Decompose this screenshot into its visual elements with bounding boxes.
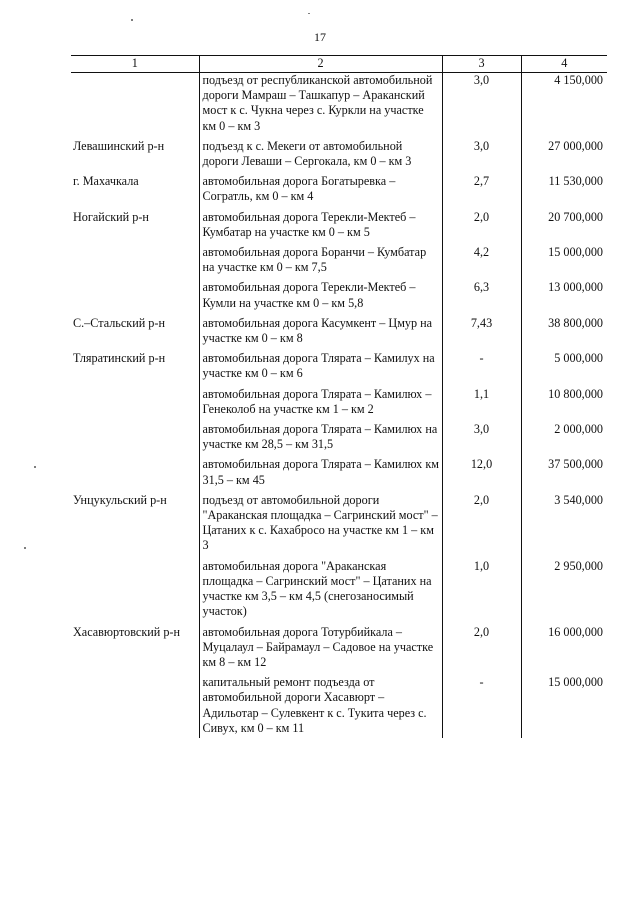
length-km-cell: 1,1	[442, 387, 521, 422]
length-km-cell: 1,0	[442, 559, 521, 625]
road-description-cell: автомобильная дорога Боранчи – Кумбатар на участке км 0 – км 7,5	[199, 245, 442, 280]
length-km-cell: 2,0	[442, 493, 521, 559]
road-description-cell: автомобильная дорога Касумкент – Цмур на участке км 0 – км 8	[199, 316, 442, 351]
table-row	[71, 675, 607, 738]
road-description-cell: автомобильная дорога Тлярата – Камилюх км 31,5 – км 45	[199, 457, 442, 492]
road-description-cell: подъезд от республиканской автомобильной дороги Мамраш – Ташкапур – Араканский мост к с. Чукна через с. Куркли на участке км 0 – км 3	[199, 73, 442, 139]
cost-cell: 15 000,000	[548, 245, 603, 260]
road-description-cell: автомобильная дорога Терекли-Мектеб – Кумли на участке км 0 – км 5,8	[199, 280, 442, 315]
cost-cell: 20 700,000	[548, 209, 603, 224]
district-cell: Левашинский р-н	[73, 138, 165, 153]
road-description-cell: автомобильная дорога Тотурбийкала – Муцалаул – Байрамаул – Садовое на участке км 8 – км 12	[199, 625, 442, 676]
table-header-row	[71, 56, 607, 73]
length-km-cell: 3,0	[442, 139, 521, 174]
table-row	[71, 422, 607, 457]
cost-cell: 4 150,000	[554, 73, 603, 87]
district-cell	[71, 422, 199, 457]
length-km-cell: 12,0	[442, 457, 521, 492]
table-row	[71, 139, 607, 174]
cost-cell: 37 500,000	[548, 457, 603, 472]
cost-cell: 16 000,000	[548, 624, 603, 639]
table-row	[71, 625, 607, 676]
district-cell	[71, 73, 199, 139]
length-km-cell: 6,3	[442, 280, 521, 315]
table-row	[71, 387, 607, 422]
cost-cell: 10 800,000	[548, 386, 603, 401]
length-km-cell: 4,2	[442, 245, 521, 280]
road-description-cell: автомобильная дорога "Араканская площадка – Сагринский мост" – Цатаних на участке км 3,5 – км 4,5 (снегозаносимый участок)	[199, 559, 442, 625]
length-km-cell: -	[442, 351, 521, 386]
cost-cell: 2 000,000	[554, 422, 603, 437]
length-km-cell: 2,7	[442, 174, 521, 209]
table-row	[71, 559, 607, 625]
length-km-cell: -	[442, 675, 521, 738]
scan-speck	[131, 19, 133, 21]
district-cell: Ногайский р-н	[73, 209, 149, 224]
column-header: 4	[521, 56, 607, 73]
district-cell: Хасавюртовский р-н	[73, 624, 181, 639]
table-row	[71, 174, 607, 209]
district-cell	[71, 387, 199, 422]
district-cell	[71, 245, 199, 280]
road-description-cell: капитальный ремонт подъезда от автомобильной дороги Хасавюрт – Адильотар – Сулевкент к с. Тукита через с. Сивух, км 0 – км 11	[199, 675, 442, 738]
district-cell	[71, 559, 199, 625]
road-description-cell: автомобильная дорога Тлярата – Камилух на участке км 0 – км 6	[199, 351, 442, 386]
table-row	[71, 73, 607, 139]
table-row	[71, 457, 607, 492]
road-description-cell: автомобильная дорога Тлярата – Камилюх – Генеколоб на участке км 1 – км 2	[199, 387, 442, 422]
road-description-cell: автомобильная дорога Богатыревка – Согратль, км 0 – км 4	[199, 174, 442, 209]
scan-speck	[308, 13, 310, 14]
district-cell	[71, 457, 199, 492]
table-row	[71, 280, 607, 315]
table-row	[71, 245, 607, 280]
cost-cell: 11 530,000	[548, 174, 603, 189]
length-km-cell: 7,43	[442, 316, 521, 351]
table-row	[71, 316, 607, 351]
road-works-table	[71, 55, 607, 738]
cost-cell: 2 950,000	[554, 558, 603, 573]
cost-cell: 15 000,000	[548, 675, 603, 690]
table-row	[71, 493, 607, 559]
cost-cell: 38 800,000	[548, 315, 603, 330]
length-km-cell: 2,0	[442, 625, 521, 676]
table-row	[71, 351, 607, 386]
scan-speck	[34, 466, 36, 468]
district-cell	[71, 675, 199, 738]
length-km-cell: 3,0	[442, 422, 521, 457]
district-cell: С.–Стальский р-н	[73, 315, 165, 330]
district-cell: Тляратинский р-н	[73, 351, 166, 366]
cost-cell: 5 000,000	[554, 351, 603, 366]
road-description-cell: подъезд от автомобильной дороги "Араканская площадка – Сагринский мост" – Цатаних к с. Кахабросо на участке км 1 – км 3	[199, 493, 442, 559]
cost-cell: 27 000,000	[548, 138, 603, 153]
road-description-cell: автомобильная дорога Терекли-Мектеб – Кумбатар на участке км 0 – км 5	[199, 210, 442, 245]
road-description-cell: подъезд к с. Мекеги от автомобильной дороги Леваши – Сергокала, км 0 – км 3	[199, 139, 442, 174]
length-km-cell: 3,0	[442, 73, 521, 139]
cost-cell: 3 540,000	[554, 492, 603, 507]
page-number: 17	[314, 30, 326, 44]
table-row	[71, 210, 607, 245]
scan-speck	[24, 547, 26, 549]
district-cell	[71, 280, 199, 315]
cost-cell: 13 000,000	[548, 280, 603, 295]
column-header: 2	[199, 56, 442, 73]
column-header: 1	[71, 56, 199, 73]
length-km-cell: 2,0	[442, 210, 521, 245]
district-cell: г. Махачкала	[73, 174, 139, 189]
district-cell: Унцукульский р-н	[73, 492, 167, 507]
road-description-cell: автомобильная дорога Тлярата – Камилюх на участке км 28,5 – км 31,5	[199, 422, 442, 457]
column-header: 3	[442, 56, 521, 73]
